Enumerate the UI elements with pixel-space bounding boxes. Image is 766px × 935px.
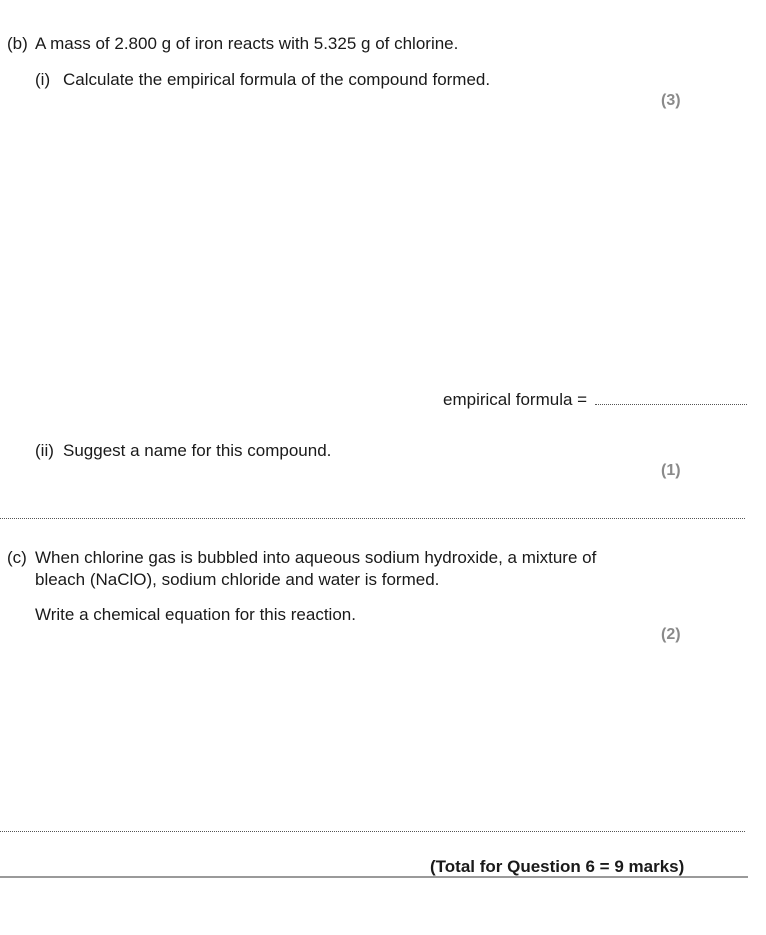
part-b-question: A mass of 2.800 g of iron reacts with 5.325 g of chlorine.: [35, 34, 459, 53]
part-b-ii-answer-line[interactable]: [0, 518, 745, 519]
part-c-marks: (2): [661, 626, 681, 643]
question-total-marks: (Total for Question 6 = 9 marks): [430, 857, 685, 876]
part-c-instruction: Write a chemical equation for this reaction.: [35, 605, 356, 624]
empirical-formula-label: empirical formula =: [443, 390, 588, 409]
part-c-answer-line[interactable]: [0, 831, 745, 832]
part-b-i-label: (i): [35, 70, 51, 89]
part-c-question-line1: When chlorine gas is bubbled into aqueous sodium hydroxide, a mixture of: [35, 548, 597, 567]
part-b-ii-marks: (1): [661, 462, 681, 479]
part-c-label: (c): [7, 548, 27, 567]
part-b-ii-question: Suggest a name for this compound.: [63, 441, 332, 460]
part-b-i-marks: (3): [661, 92, 681, 109]
part-b-i-question: Calculate the empirical formula of the compound formed.: [63, 70, 491, 89]
question-end-rule: [0, 876, 748, 878]
part-b-label: (b): [7, 34, 28, 53]
empirical-formula-answer-line[interactable]: [595, 404, 747, 405]
part-b-ii-label: (ii): [35, 441, 54, 460]
part-c-question-line2: bleach (NaClO), sodium chloride and water is formed.: [35, 570, 440, 589]
